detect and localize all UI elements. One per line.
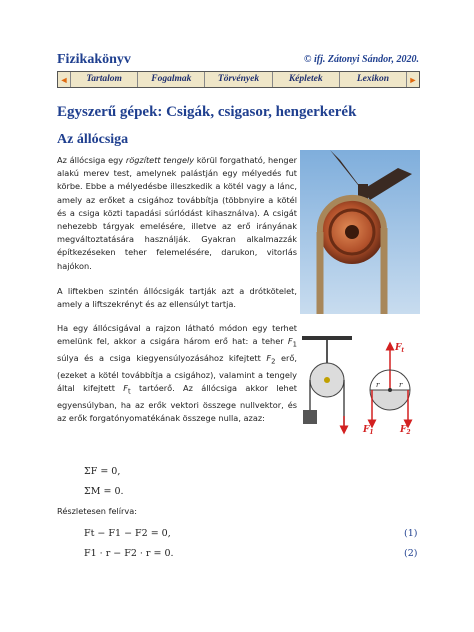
equation-2-number: (2) bbox=[404, 548, 418, 559]
emphasis-text: rögzített tengely bbox=[125, 155, 195, 165]
text-run: körül forgatható, henger alakú merev test, amelynek palástján egy mélyedés fut körbe. Ebbe a mélyedésbe illeszkedik a kötél vagy a lánc, amely az erőket a csigához továbbítja (többnyire a kötél és a csiga közti tapadási súrlódást kihasználva). A csigát nehezebb tárgyak emelésére, illetve az erő irányának megváltoztatására használják. Gyakran alkalmazzák építkezéseken teher felemelésére, darukon, vitorlás hajókon. bbox=[57, 155, 297, 271]
svg-text:F2 bbox=[399, 425, 411, 436]
nav-bar bbox=[57, 71, 420, 88]
nav-item-kepletek[interactable]: Képletek bbox=[272, 72, 339, 87]
equation-2: F1 · r − F2 · r = 0. bbox=[84, 548, 174, 559]
force-symbol: F bbox=[123, 383, 128, 394]
copyright: © ifj. Zátonyi Sándor, 2020. bbox=[304, 54, 419, 65]
force-symbol: F bbox=[287, 336, 293, 347]
label-f1-sub: 1 bbox=[369, 429, 374, 436]
nav-item-torvenyek[interactable]: Törvények bbox=[204, 72, 271, 87]
sub-title: Az állócsiga bbox=[57, 132, 129, 147]
equation-sum-moment: ΣM = 0. bbox=[84, 486, 124, 497]
svg-text:Ft bbox=[394, 343, 404, 354]
text-run: tartóerő. Az állócsiga akkor lehet egyensúlyban, ha az erők vektori összege nullvektor, és az erők forgatónyomatékának összege nulla, azaz: bbox=[57, 383, 297, 424]
subscript: t bbox=[127, 387, 131, 396]
force-symbol: F bbox=[266, 353, 272, 364]
nav-item-fogalmak[interactable]: Fogalmak bbox=[137, 72, 204, 87]
nav-item-tartalom[interactable]: Tartalom bbox=[70, 72, 137, 87]
label-r-left: r bbox=[376, 381, 380, 389]
equation-1: Ft − F1 − F2 = 0, bbox=[84, 528, 171, 539]
triangle-right-icon[interactable]: ► bbox=[408, 74, 418, 85]
force-diagram bbox=[300, 330, 420, 440]
text-run: súlya és a csiga kiegyensúlyozásához kifejtett bbox=[57, 353, 267, 364]
subscript: 1 bbox=[292, 340, 297, 349]
book-title: Fizikakönyv bbox=[57, 52, 131, 67]
paragraph-lift: A liftekben szintén állócsigák tartják azt a drótkötelet, amely a liftszekrényt és az ellensúlyt tartja. bbox=[57, 286, 297, 310]
label-f2: F bbox=[400, 425, 407, 435]
paragraph-intro bbox=[57, 154, 297, 273]
label-ft: F bbox=[395, 343, 402, 353]
section-title: Egyszerű gépek: Csigák, csigasor, hengerkerék bbox=[57, 104, 357, 120]
text-run: erő, (ezeket a kötél továbbítja a csigához), valamint a tengely által kifejtett bbox=[57, 353, 297, 394]
text-run: Ha egy állócsigával a rajzon látható módon egy terhet emelünk fel, akkor a csigára három erő hat: a teher bbox=[57, 323, 297, 347]
triangle-left-icon[interactable]: ◄ bbox=[59, 74, 69, 85]
label-f1: F bbox=[363, 425, 370, 435]
subscript: 2 bbox=[271, 357, 276, 366]
equation-sum-force: ΣF = 0, bbox=[84, 466, 121, 477]
text-run: Az állócsiga egy bbox=[57, 155, 126, 165]
label-ft-sub: t bbox=[401, 347, 405, 354]
label-r-right: r bbox=[399, 381, 403, 389]
svg-text:F1 bbox=[362, 425, 374, 436]
label-f2-sub: 2 bbox=[406, 429, 411, 436]
paragraph-forces bbox=[57, 322, 297, 425]
equation-1-number: (1) bbox=[404, 528, 418, 539]
pulley-photo bbox=[300, 150, 420, 314]
page-header bbox=[57, 52, 419, 70]
detail-label: Részletesen felírva: bbox=[57, 506, 138, 516]
nav-item-lexikon[interactable]: Lexikon bbox=[339, 72, 407, 87]
